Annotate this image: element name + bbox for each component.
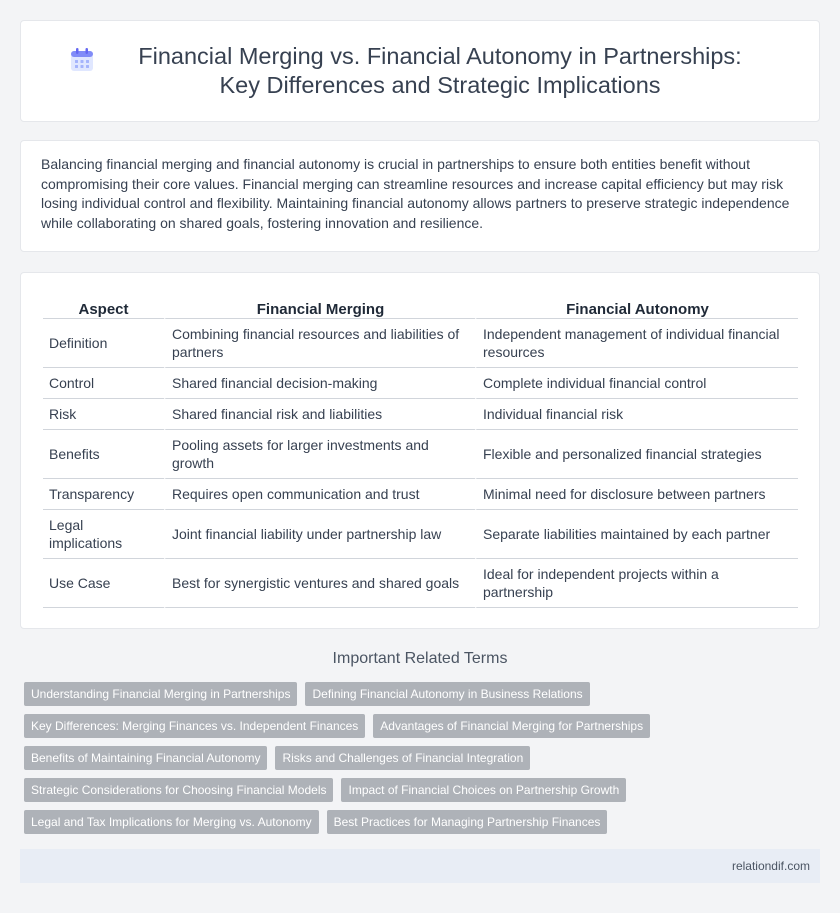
header-financial-autonomy: Financial Autonomy [475,297,798,319]
intro-card [20,140,820,252]
footer [20,849,820,883]
cell-aspect: Benefits [43,430,164,479]
cell-autonomy: Flexible and personalized financial strategies [475,430,798,479]
cell-autonomy: Separate liabilities maintained by each partner [475,510,798,559]
table-row [43,479,798,510]
header-card [20,20,820,122]
related-term-tag[interactable]: Key Differences: Merging Finances vs. Independent Finances [24,714,365,738]
table-row [43,368,798,399]
cell-autonomy: Independent management of individual financial resources [475,319,798,368]
related-terms-title: Important Related Terms [332,650,508,667]
comparison-table-card [20,272,820,629]
cell-merging: Combining financial resources and liabilities of partners [164,319,475,368]
related-term-tag[interactable]: Strategic Considerations for Choosing Financial Models [24,778,333,802]
related-terms-list [24,682,824,834]
cell-aspect: Use Case [43,559,164,608]
cell-autonomy: Minimal need for disclosure between partners [475,479,798,510]
table-row [43,510,798,559]
header-aspect: Aspect [43,297,164,319]
cell-merging: Pooling assets for larger investments and growth [164,430,475,479]
cell-autonomy: Ideal for independent projects within a partnership [475,559,798,608]
cell-merging: Shared financial decision-making [164,368,475,399]
cell-merging: Requires open communication and trust [164,479,475,510]
related-term-tag[interactable]: Legal and Tax Implications for Merging vs. Autonomy [24,810,319,834]
footer-site-link[interactable]: relationdif.com [731,859,810,873]
page-title: Financial Merging vs. Financial Autonomy in Partnerships: Key Differences and Strategic Implications [138,43,742,98]
cell-merging: Shared financial risk and liabilities [164,399,475,430]
cell-aspect: Risk [43,399,164,430]
related-term-tag[interactable]: Defining Financial Autonomy in Business Relations [305,682,589,706]
comparison-table [43,297,798,608]
table-row [43,559,798,608]
cell-autonomy: Individual financial risk [475,399,798,430]
intro-paragraph: Balancing financial merging and financial autonomy is crucial in partnerships to ensure both entities benefit without compromising their core values. Financial merging can streamline resources and increase capital efficiency but may risk losing individual control and flexibility. Maintaining financial autonomy allows partners to preserve strategic independence while collaborating on shared goals, fostering innovation and resilience. [41,156,790,231]
cell-autonomy: Complete individual financial control [475,368,798,399]
related-term-tag[interactable]: Best Practices for Managing Partnership Finances [327,810,608,834]
related-term-tag[interactable]: Understanding Financial Merging in Partnerships [24,682,297,706]
table-row [43,430,798,479]
cell-merging: Best for synergistic ventures and shared goals [164,559,475,608]
cell-aspect: Control [43,368,164,399]
table-row [43,319,798,368]
header-financial-merging: Financial Merging [164,297,475,319]
related-term-tag[interactable]: Advantages of Financial Merging for Partnerships [373,714,650,738]
cell-aspect: Definition [43,319,164,368]
cell-aspect: Legal implications [43,510,164,559]
cell-merging: Joint financial liability under partnership law [164,510,475,559]
related-term-tag[interactable]: Impact of Financial Choices on Partnership Growth [341,778,626,802]
related-term-tag[interactable]: Risks and Challenges of Financial Integration [275,746,530,770]
related-term-tag[interactable]: Benefits of Maintaining Financial Autonomy [24,746,267,770]
table-header-row [43,297,798,319]
table-row [43,399,798,430]
cell-aspect: Transparency [43,479,164,510]
